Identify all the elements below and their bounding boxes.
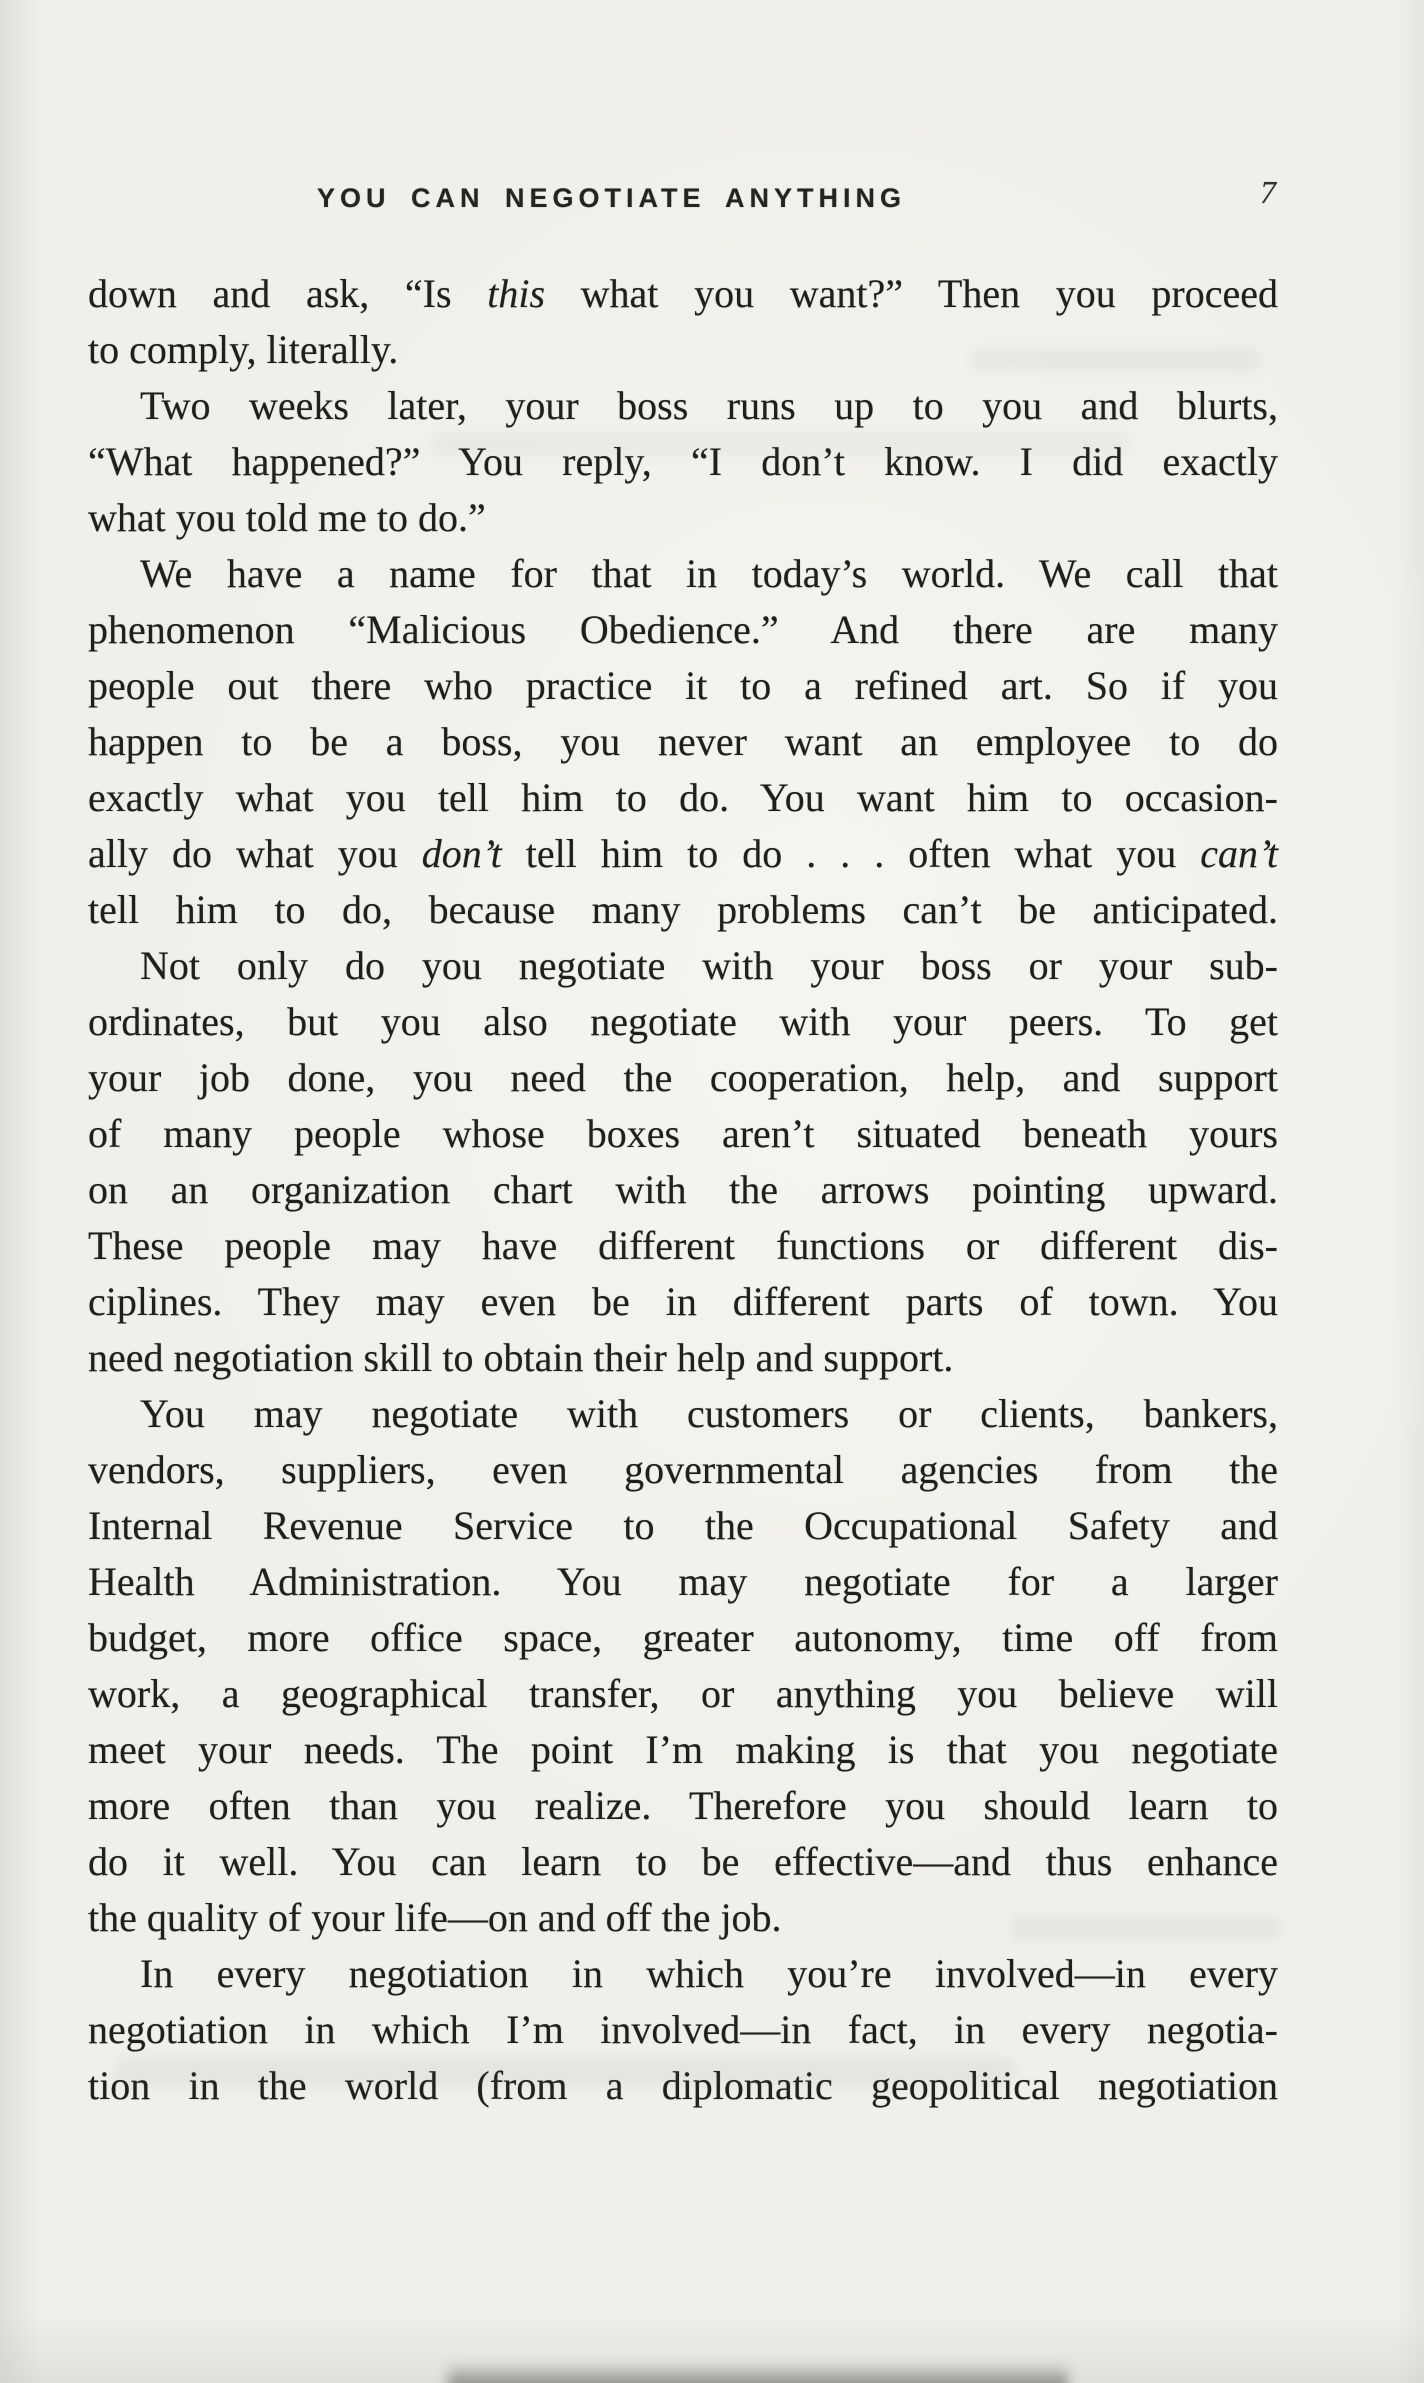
body-text: vendors, suppliers, even governmental agencies from the: [88, 1447, 1278, 1492]
body-text: ordinates, but you also negotiate with your peers. To get: [88, 999, 1278, 1044]
page-number: 7: [1260, 174, 1276, 210]
body-line: [88, 826, 1278, 882]
body-text: meet your needs. The point I’m making is that you negotiate: [88, 1727, 1278, 1772]
body-text: Internal Revenue Service to the Occupational Safety and: [88, 1503, 1278, 1548]
body-text: tion in the world (from a diplomatic geopolitical negotiation: [88, 2063, 1278, 2108]
body-text: happen to be a boss, you never want an employee to do: [88, 719, 1278, 764]
body-line: [88, 2002, 1278, 2058]
body-text: to comply, literally.: [88, 327, 399, 372]
italic-text: don’t: [421, 831, 502, 876]
body-text: These people may have different functions or different dis-: [88, 1223, 1278, 1268]
body-line: [88, 1442, 1278, 1498]
body-line: [88, 1722, 1278, 1778]
body-line: [88, 2058, 1278, 2114]
body-text: exactly what you tell him to do. You want him to occasion-: [88, 775, 1278, 820]
body-text: budget, more office space, greater autonomy, time off from: [88, 1615, 1278, 1660]
body-line: [88, 770, 1278, 826]
body-text: the quality of your life—on and off the job.: [88, 1895, 782, 1940]
body-line: [88, 1274, 1278, 1330]
body-text: what you want?” Then you proceed: [545, 271, 1278, 316]
body-text: do it well. You can learn to be effective—and thus enhance: [88, 1839, 1278, 1884]
body-text: Health Administration. You may negotiate for a larger: [88, 1559, 1278, 1604]
body-line: [88, 714, 1278, 770]
body-text: You may negotiate with customers or clients, bankers,: [140, 1391, 1278, 1436]
body-line: [88, 1218, 1278, 1274]
body-text: more often than you realize. Therefore you should learn to: [88, 1783, 1278, 1828]
body-text: what you told me to do.”: [88, 495, 486, 540]
page-bottom-shadow: [448, 2362, 1068, 2383]
body-line: [88, 1946, 1278, 2002]
body-line: [88, 1106, 1278, 1162]
body-line: [88, 1330, 1278, 1386]
body-text: In every negotiation in which you’re involved—in every: [140, 1951, 1278, 1996]
body-text: down and ask, “Is: [88, 271, 488, 316]
body-text: We have a name for that in today’s world. We call that: [140, 551, 1278, 596]
body-text: negotiation in which I’m involved—in fact, in every negotia-: [88, 2007, 1278, 2052]
body-text: people out there who practice it to a refined art. So if you: [88, 663, 1278, 708]
body-line: [88, 938, 1278, 994]
body-line: [88, 1834, 1278, 1890]
body-text: “What happened?” You reply, “I don’t know. I did exactly: [88, 439, 1278, 484]
body-text: tell him to do . . . often what you: [501, 831, 1201, 876]
italic-text: can’t: [1200, 831, 1279, 876]
body-line: [88, 1050, 1278, 1106]
body-text: ally do what you: [88, 831, 422, 876]
body-text: need negotiation skill to obtain their help and support.: [88, 1335, 954, 1380]
body-line: [88, 546, 1278, 602]
body-line: [88, 882, 1278, 938]
body-text: ciplines. They may even be in different parts of town. You: [88, 1279, 1278, 1324]
body-line: [88, 658, 1278, 714]
body-text: work, a geographical transfer, or anything you believe will: [88, 1671, 1278, 1716]
body-line: [88, 322, 1278, 378]
body-line: [88, 1666, 1278, 1722]
body-line: [88, 1610, 1278, 1666]
body-text: Not only do you negotiate with your boss or your sub-: [140, 943, 1278, 988]
body-text: on an organization chart with the arrows pointing upward.: [88, 1167, 1278, 1212]
body-text: phenomenon “Malicious Obedience.” And there are many: [88, 607, 1278, 652]
running-header-title: YOU CAN NEGOTIATE ANYTHING: [317, 183, 907, 213]
body-line: [88, 378, 1278, 434]
body-line: [88, 266, 1278, 322]
body-line: [88, 1162, 1278, 1218]
italic-text: this: [487, 271, 546, 316]
body-line: [88, 1554, 1278, 1610]
body-text: Two weeks later, your boss runs up to you and blurts,: [140, 383, 1278, 428]
body-line: [88, 1386, 1278, 1442]
body-line: [88, 1498, 1278, 1554]
body-line: [88, 602, 1278, 658]
body-line: [88, 434, 1278, 490]
body-line: [88, 1890, 1278, 1946]
body-text: tell him to do, because many problems can’t be anticipated.: [88, 887, 1278, 932]
body-text: of many people whose boxes aren’t situated beneath yours: [88, 1111, 1278, 1156]
body-line: [88, 994, 1278, 1050]
body-line: [88, 490, 1278, 546]
body-text-block: [88, 266, 1278, 2114]
body-text: your job done, you need the cooperation, help, and support: [88, 1055, 1278, 1100]
body-line: [88, 1778, 1278, 1834]
